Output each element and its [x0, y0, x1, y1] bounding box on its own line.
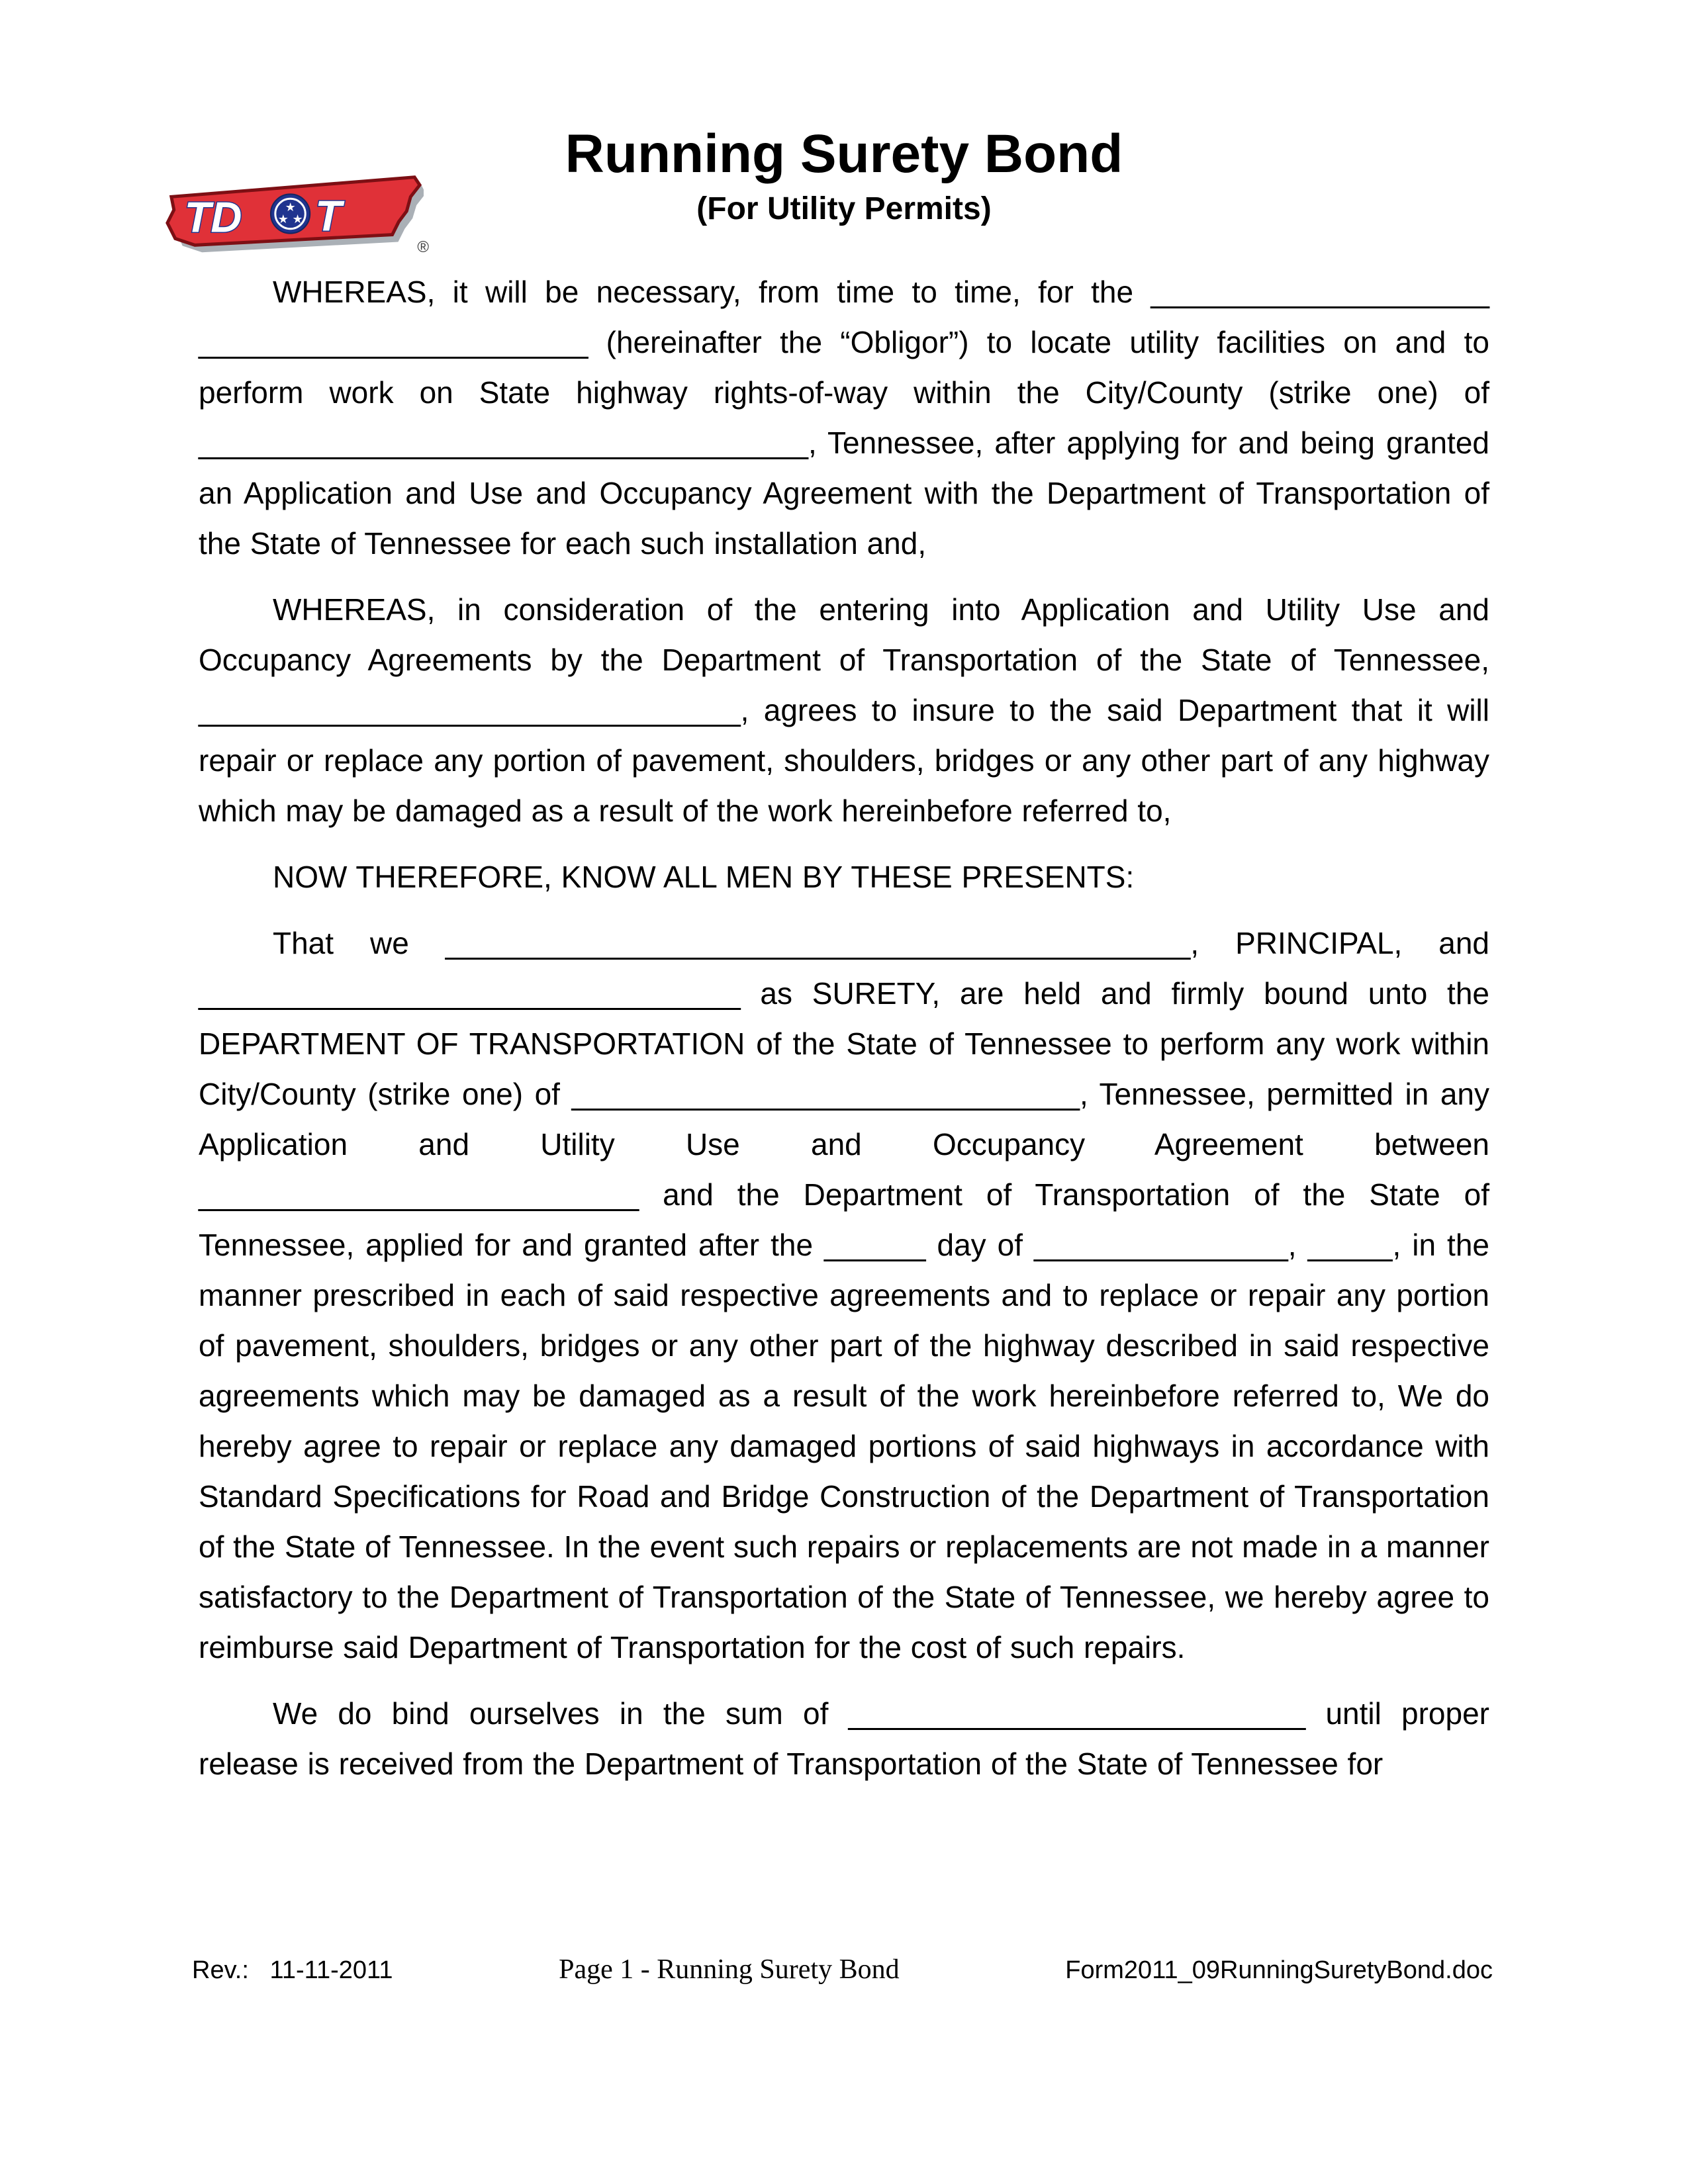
star-top: ★ [285, 201, 296, 214]
footer-filename: Form2011_09RunningSuretyBond.doc [1065, 1956, 1493, 1984]
document-footer [192, 1954, 1493, 1985]
star-right: ★ [292, 212, 303, 226]
tennessee-state-icon [162, 173, 424, 254]
document-body [199, 267, 1489, 1789]
logo-letter-t: T [315, 191, 342, 240]
footer-page-number: Page 1 - Running Surety Bond [559, 1954, 900, 1985]
document-title: Running Surety Bond [565, 124, 1123, 184]
paragraph-now-therefore: NOW THEREFORE, KNOW ALL MEN BY THESE PRESENTS: [273, 860, 1135, 895]
tristar-roundel-icon [271, 194, 310, 233]
star-left: ★ [277, 212, 289, 226]
logo-letters-td: TD [184, 193, 242, 242]
footer-revision-date: Rev.: 11-11-2011 [192, 1956, 393, 1984]
paragraph-principal-surety: That we ____________________________________________, PRINCIPAL, and ________________________________ as SURETY, are held and firmly bound unto the DEPARTMENT OF TRANSPORTATION of the State of Tennessee to perform any work within City/County (strike one) of ______________________________, Tennessee, permitted in any Application and Utility Use and Occupancy Agreement between __________________________ and the Department of Transportation of the State of Tennessee, applied for and granted after the ______ day of _______________, _____, in the manner prescribed in each of said respective agreements and to replace or repair any portion of pavement, shoulders, bridges or any other part of the highway described in said respective agreements which may be damaged as a result of the work hereinbefore referred to, We do hereby agree to repair or replace any damaged portions of said highways in accordance with Standard Specifications for Road and Bridge Construction of the Department of Transportation of the State of Tennessee. In the event such repairs or replacements are not made in a manner satisfactory to the Department of Transportation of the State of Tennessee, we hereby agree to reimburse said Department of Transportation for the cost of such repairs. [199, 926, 1489, 1665]
registered-trademark-icon: ® [417, 238, 429, 256]
document-subtitle: (For Utility Permits) [696, 191, 992, 227]
paragraph-whereas-locate: WHEREAS, it will be necessary, from time to time, for the ____________________ _______________________ (hereinafter the “Obligor”) to locate utility facilities on and to perform work on State highway rights-of-way within the City/County (strike one) of ____________________________________, Tennessee, after applying for and being granted an Application and Use and Occupancy Agreement with the Department of Transportation of the State of Tennessee for each such installation and, [199, 275, 1489, 561]
paragraph-bind-sum: We do bind ourselves in the sum of ___________________________ until proper release is received from the Department of Transportation of the State of Tennessee for [199, 1696, 1489, 1782]
paragraph-whereas-consideration: WHEREAS, in consideration of the entering into Application and Utility Use and Occupancy Agreements by the Department of Transportation of the State of Tennessee, ________________________________, agrees to insure to the said Department that it will repair or replace any portion of pavement, shoulders, bridges or any other part of any highway which may be damaged as a result of the work hereinbefore referred to, [199, 592, 1489, 829]
tdot-logo [162, 173, 429, 256]
